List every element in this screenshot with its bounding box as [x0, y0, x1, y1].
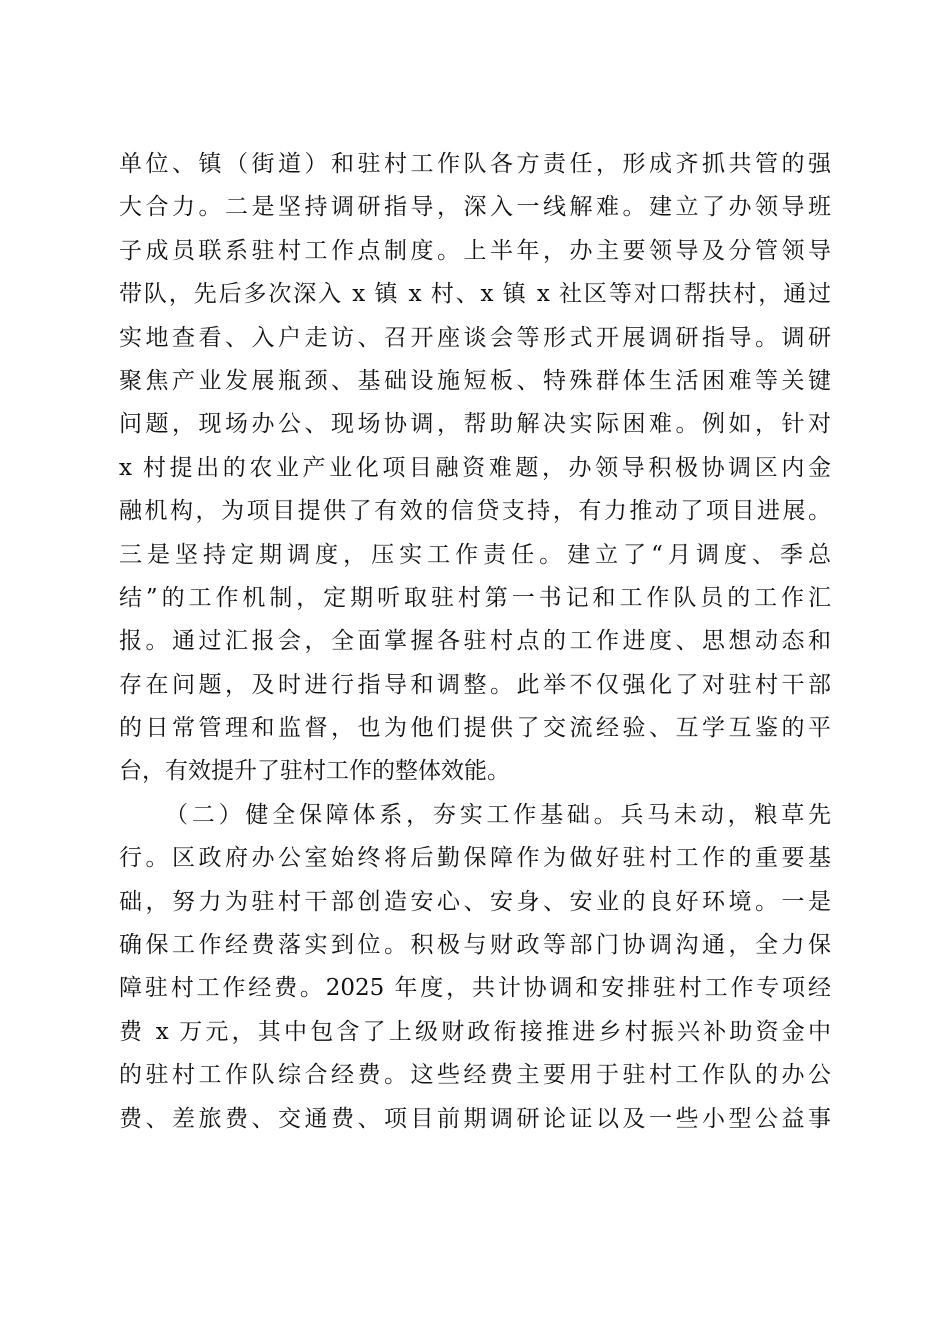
- paragraph-2-line-1: （二）健全保障体系，夯实工作基础。兵马未动，粮草先: [165, 801, 831, 828]
- paragraph-1-line-12: 报。通过汇报会，全面掌握各驻村点的工作进度、思想动态和: [119, 628, 831, 655]
- paragraph-2-line-5: 障驻村工作经费。2025 年度，共计协调和安排驻村工作专项经: [119, 975, 831, 1002]
- paragraph-1-line-8: x 村提出的农业产业化项目融资难题，办领导积极协调区内金: [119, 454, 831, 481]
- paragraph-2-line-2: 行。区政府办公室始终将后勤保障作为做好驻村工作的重要基: [119, 845, 831, 872]
- paragraph-1-line-13: 存在问题，及时进行指导和调整。此举不仅强化了对驻村干部: [119, 671, 831, 698]
- paragraph-1-line-5: 实地查看、入户走访、召开座谈会等形式开展调研指导。调研: [119, 324, 831, 351]
- paragraph-1-line-10: 三是坚持定期调度，压实工作责任。建立了“月调度、季总: [119, 541, 831, 568]
- paragraph-1-line-11: 结”的工作机制，定期听取驻村第一书记和工作队员的工作汇: [119, 584, 831, 611]
- paragraph-1-line-2: 大合力。二是坚持调研指导，深入一线解难。建立了办领导班: [119, 194, 831, 221]
- paragraph-2-line-8: 费、差旅费、交通费、项目前期调研论证以及一些小型公益事: [119, 1105, 831, 1132]
- paragraph-1-line-1: 单位、镇（街道）和驻村工作队各方责任，形成齐抓共管的强: [119, 151, 831, 177]
- paragraph-1-line-14: 的日常管理和监督，也为他们提供了交流经验、互学互鉴的平: [119, 715, 831, 742]
- paragraph-2-line-4: 确保工作经费落实到位。积极与财政等部门协调沟通，全力保: [119, 932, 831, 959]
- paragraph-1-line-7: 问题，现场办公、现场协调，帮助解决实际困难。例如，针对: [119, 411, 831, 438]
- document-body: [119, 143, 831, 1141]
- paragraph-1-line-6: 聚焦产业发展瓶颈、基础设施短板、特殊群体生活困难等关键: [119, 367, 831, 394]
- paragraph-1-line-9: 融机构，为项目提供了有效的信贷支持，有力推动了项目进展。: [119, 498, 831, 525]
- paragraph-2-line-7: 的驻村工作队综合经费。这些经费主要用于驻村工作队的办公: [119, 1062, 831, 1089]
- paragraph-1-line-15: 台，有效提升了驻村工作的整体效能。: [119, 758, 510, 785]
- paragraph-2-line-6: 费 x 万元，其中包含了上级财政衔接推进乡村振兴补助资金中: [119, 1018, 831, 1045]
- paragraph-1-line-4: 带队，先后多次深入 x 镇 x 村、x 镇 x 社区等对口帮扶村，通过: [119, 281, 831, 308]
- paragraph-1-line-3: 子成员联系驻村工作点制度。上半年，办主要领导及分管领导: [119, 237, 831, 264]
- paragraph-2-line-3: 础，努力为驻村干部创造安心、安身、安业的良好环境。一是: [119, 888, 831, 915]
